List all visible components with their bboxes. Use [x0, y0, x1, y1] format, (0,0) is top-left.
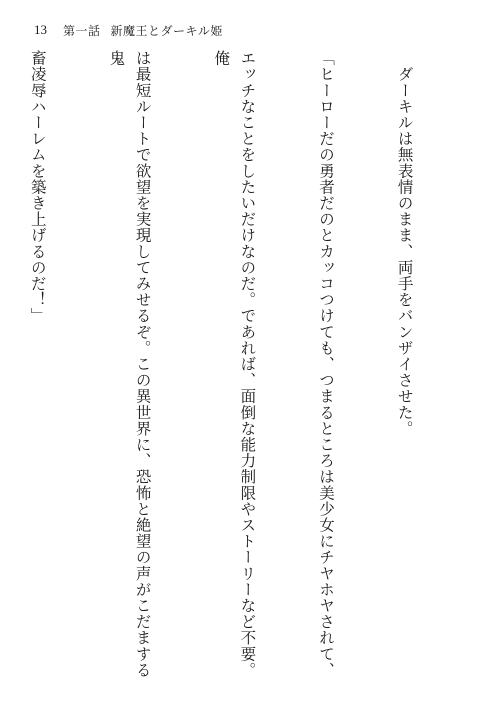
chapter-label: 第一話	[63, 23, 101, 38]
page-number: 13	[34, 22, 47, 37]
chapter-title: 新魔王とダーキル姫	[110, 23, 223, 38]
text-line-4: は最短ルートで欲望を実現してみせるぞ。この異世界に、恐怖と絶望の声がこだまする鬼	[107, 50, 152, 678]
vertical-body-text	[28, 50, 470, 680]
text-line-1: ダーキルは無表情のまま、両手をバンザイさせた。	[395, 50, 414, 437]
text-line-2: 「ヒーローだの勇者だのとカッコつけても、つまるところは美少女にチヤホヤされて、	[316, 50, 335, 678]
text-line-3: エッチなことをしたいだけなのだ。であれば、面倒な能力制限やストーリーなど不要。俺	[212, 50, 257, 678]
running-header	[34, 20, 223, 40]
text-line-5: 畜凌辱ハーレムを築き上げるのだ！」	[28, 50, 47, 324]
